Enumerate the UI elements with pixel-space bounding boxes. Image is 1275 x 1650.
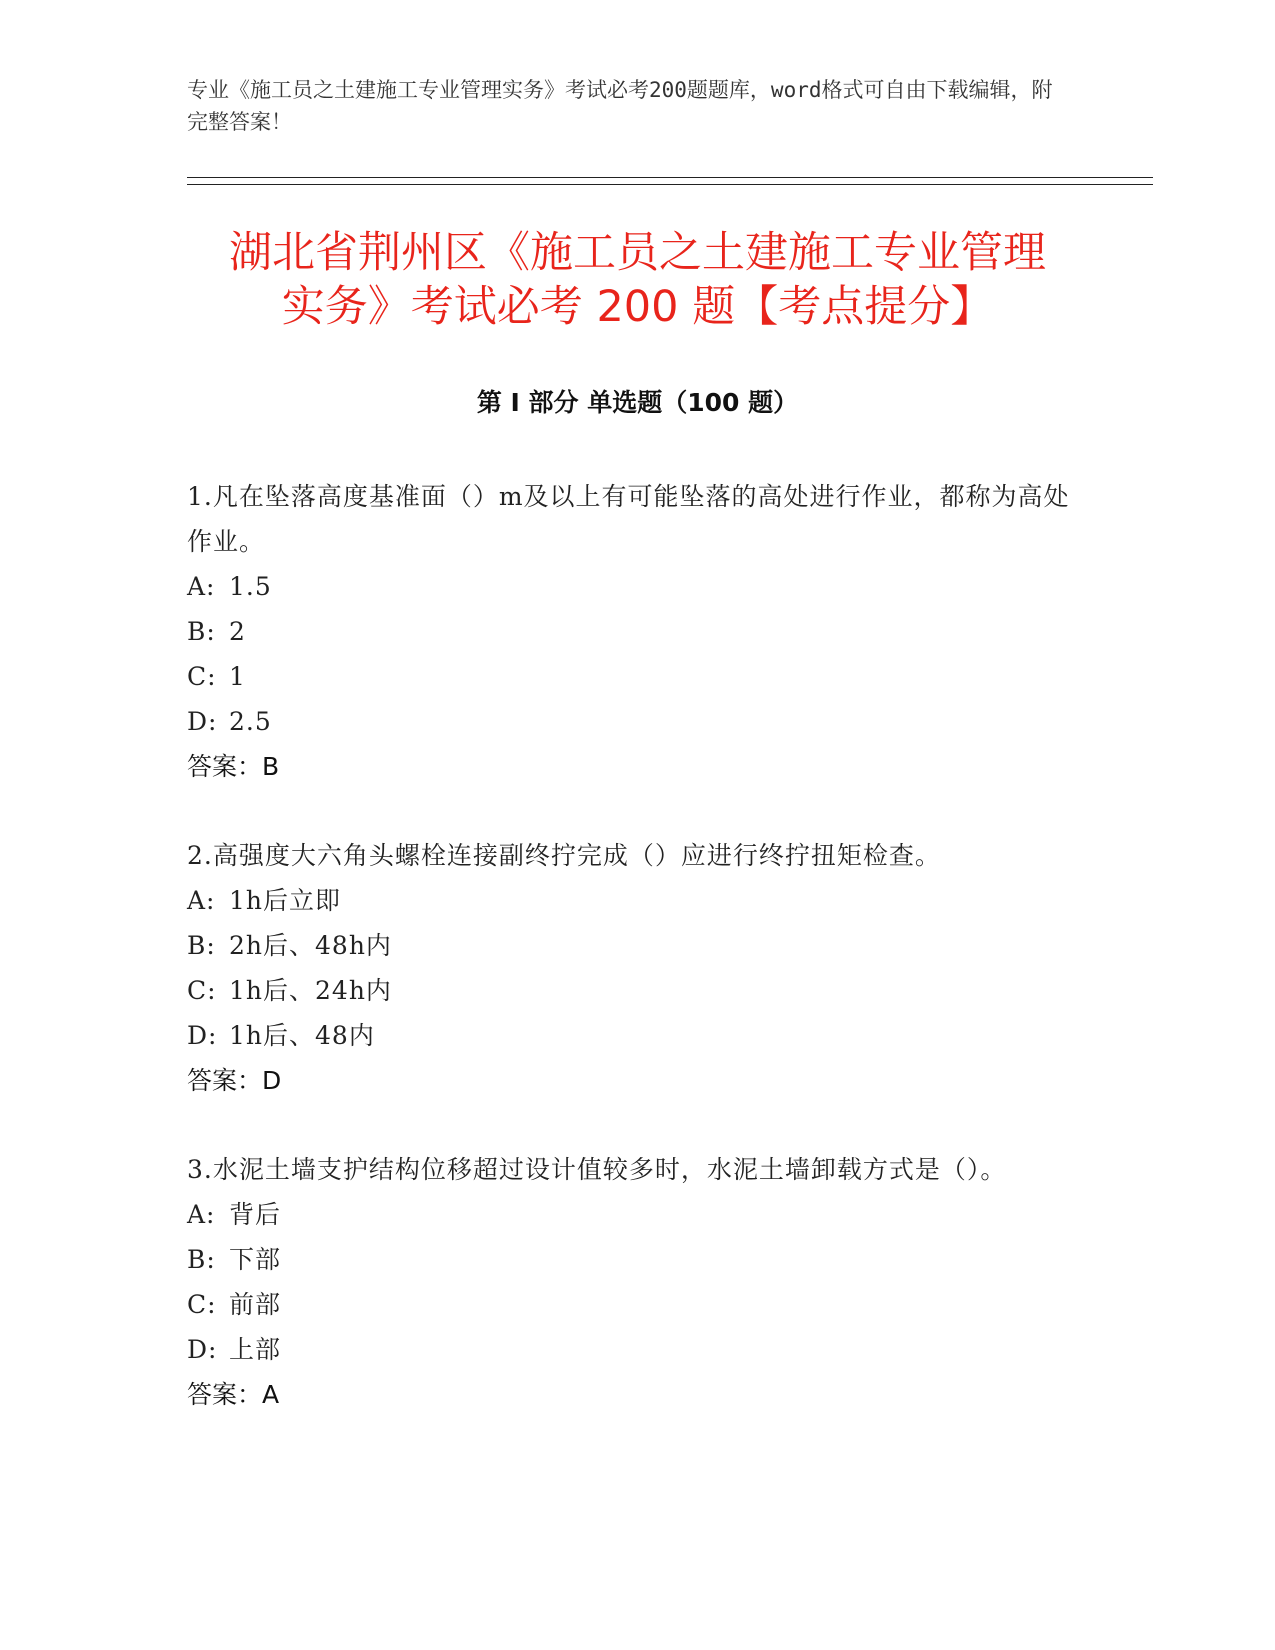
option-key: A:: [187, 886, 216, 915]
header-rule-bottom: [187, 184, 1153, 185]
option-text: 下部: [229, 1245, 282, 1274]
option-key: D:: [187, 1021, 218, 1050]
header-note: 专业《施工员之土建施工专业管理实务》考试必考200题题库，word格式可自由下载编辑，附完整答案！: [187, 78, 1053, 134]
option-b: [187, 1237, 1087, 1282]
option-text: 2.5: [229, 707, 272, 736]
document-title: [150, 226, 1125, 334]
option-key: A:: [187, 572, 216, 601]
question-stem: 3.水泥土墙支护结构位移超过设计值较多时，水泥土墙卸载方式是（）。: [187, 1155, 1007, 1184]
document-title-line1: 湖北省荆州区《施工员之土建施工专业管理: [229, 228, 1046, 278]
option-text: 上部: [229, 1335, 282, 1364]
option-a: [187, 564, 1087, 609]
option-text: 1.5: [229, 572, 272, 601]
section-title: 第 I 部分 单选题（100 题）: [476, 388, 799, 417]
option-key: B:: [187, 1245, 216, 1274]
question-stem: 2.高强度大六角头螺栓连接副终拧完成（）应进行终拧扭矩检查。: [187, 841, 941, 870]
option-text: 1: [229, 662, 246, 691]
option-text: 2: [229, 617, 246, 646]
option-text: 1h后立即: [229, 886, 342, 915]
option-text: 2h后、48h内: [229, 931, 392, 960]
option-text: 1h后、24h内: [229, 976, 392, 1005]
option-key: B:: [187, 931, 216, 960]
option-key: B:: [187, 617, 216, 646]
question-stem: 1.凡在坠落高度基准面（）m及以上有可能坠落的高处进行作业，都称为高处作业。: [187, 482, 1070, 556]
option-key: C:: [187, 1290, 217, 1319]
option-text: 前部: [229, 1290, 282, 1319]
option-key: D:: [187, 707, 218, 736]
option-d: [187, 1013, 1087, 1058]
option-key: A:: [187, 1200, 216, 1229]
option-key: D:: [187, 1335, 218, 1364]
option-key: C:: [187, 662, 217, 691]
option-c: [187, 654, 1087, 699]
option-b: [187, 609, 1087, 654]
question-2: [187, 833, 1087, 1103]
option-text: 背后: [229, 1200, 282, 1229]
option-a: [187, 878, 1087, 923]
option-key: C:: [187, 976, 217, 1005]
option-d: [187, 699, 1087, 744]
option-text: 1h后、48内: [229, 1021, 375, 1050]
document-title-line2: 实务》考试必考 200 题【考点提分】: [281, 282, 994, 332]
option-b: [187, 923, 1087, 968]
option-c: [187, 968, 1087, 1013]
answer-line: 答案：D: [187, 1066, 282, 1095]
answer-line: 答案：A: [187, 1380, 280, 1409]
question-3: [187, 1147, 1087, 1417]
option-d: [187, 1327, 1087, 1372]
option-c: [187, 1282, 1087, 1327]
option-a: [187, 1192, 1087, 1237]
question-1: [187, 474, 1087, 789]
question-list: [187, 474, 1087, 1461]
answer-line: 答案：B: [187, 752, 280, 781]
header-rule-top: [187, 177, 1153, 178]
